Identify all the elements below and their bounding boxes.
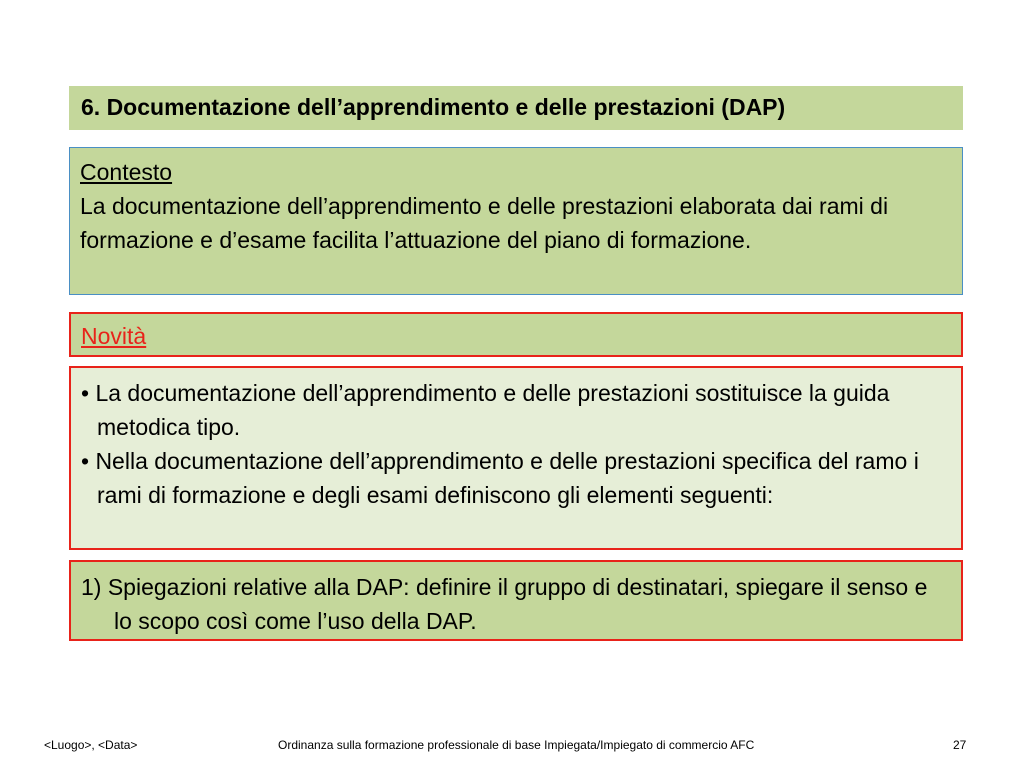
news-box — [69, 312, 963, 357]
page-number: 27 — [953, 738, 967, 752]
context-box — [69, 147, 963, 295]
context-heading: Contesto — [80, 159, 173, 185]
numbered-box — [69, 560, 963, 641]
bullet-item: • La documentazione dell’apprendimento e delle prestazioni sostituisce la guida metodica tipo. — [81, 380, 890, 440]
footer-place-date: <Luogo>, <Data> — [44, 738, 138, 752]
context-body: La documentazione dell’apprendimento e delle prestazioni elaborata dai rami di formazione e d’esame facilita l’attuazione del piano di formazione. — [80, 193, 889, 253]
footer-ordinance: Ordinanza sulla formazione professionale di base Impiegata/Impiegato di commercio AFC — [278, 738, 755, 752]
news-heading: Novità — [81, 323, 147, 349]
slide-title: 6. Documentazione dell’apprendimento e delle prestazioni (DAP) — [69, 86, 963, 130]
numbered-item: 1) Spiegazioni relative alla DAP: definire il gruppo di destinatari, spiegare il senso e lo scopo così come l’uso della DAP. — [81, 574, 928, 634]
bullet-item: • Nella documentazione dell’apprendimento e delle prestazioni specifica del ramo i rami di formazione e degli esami definiscono gli elementi seguenti: — [81, 448, 919, 508]
bullets-box — [69, 366, 963, 550]
